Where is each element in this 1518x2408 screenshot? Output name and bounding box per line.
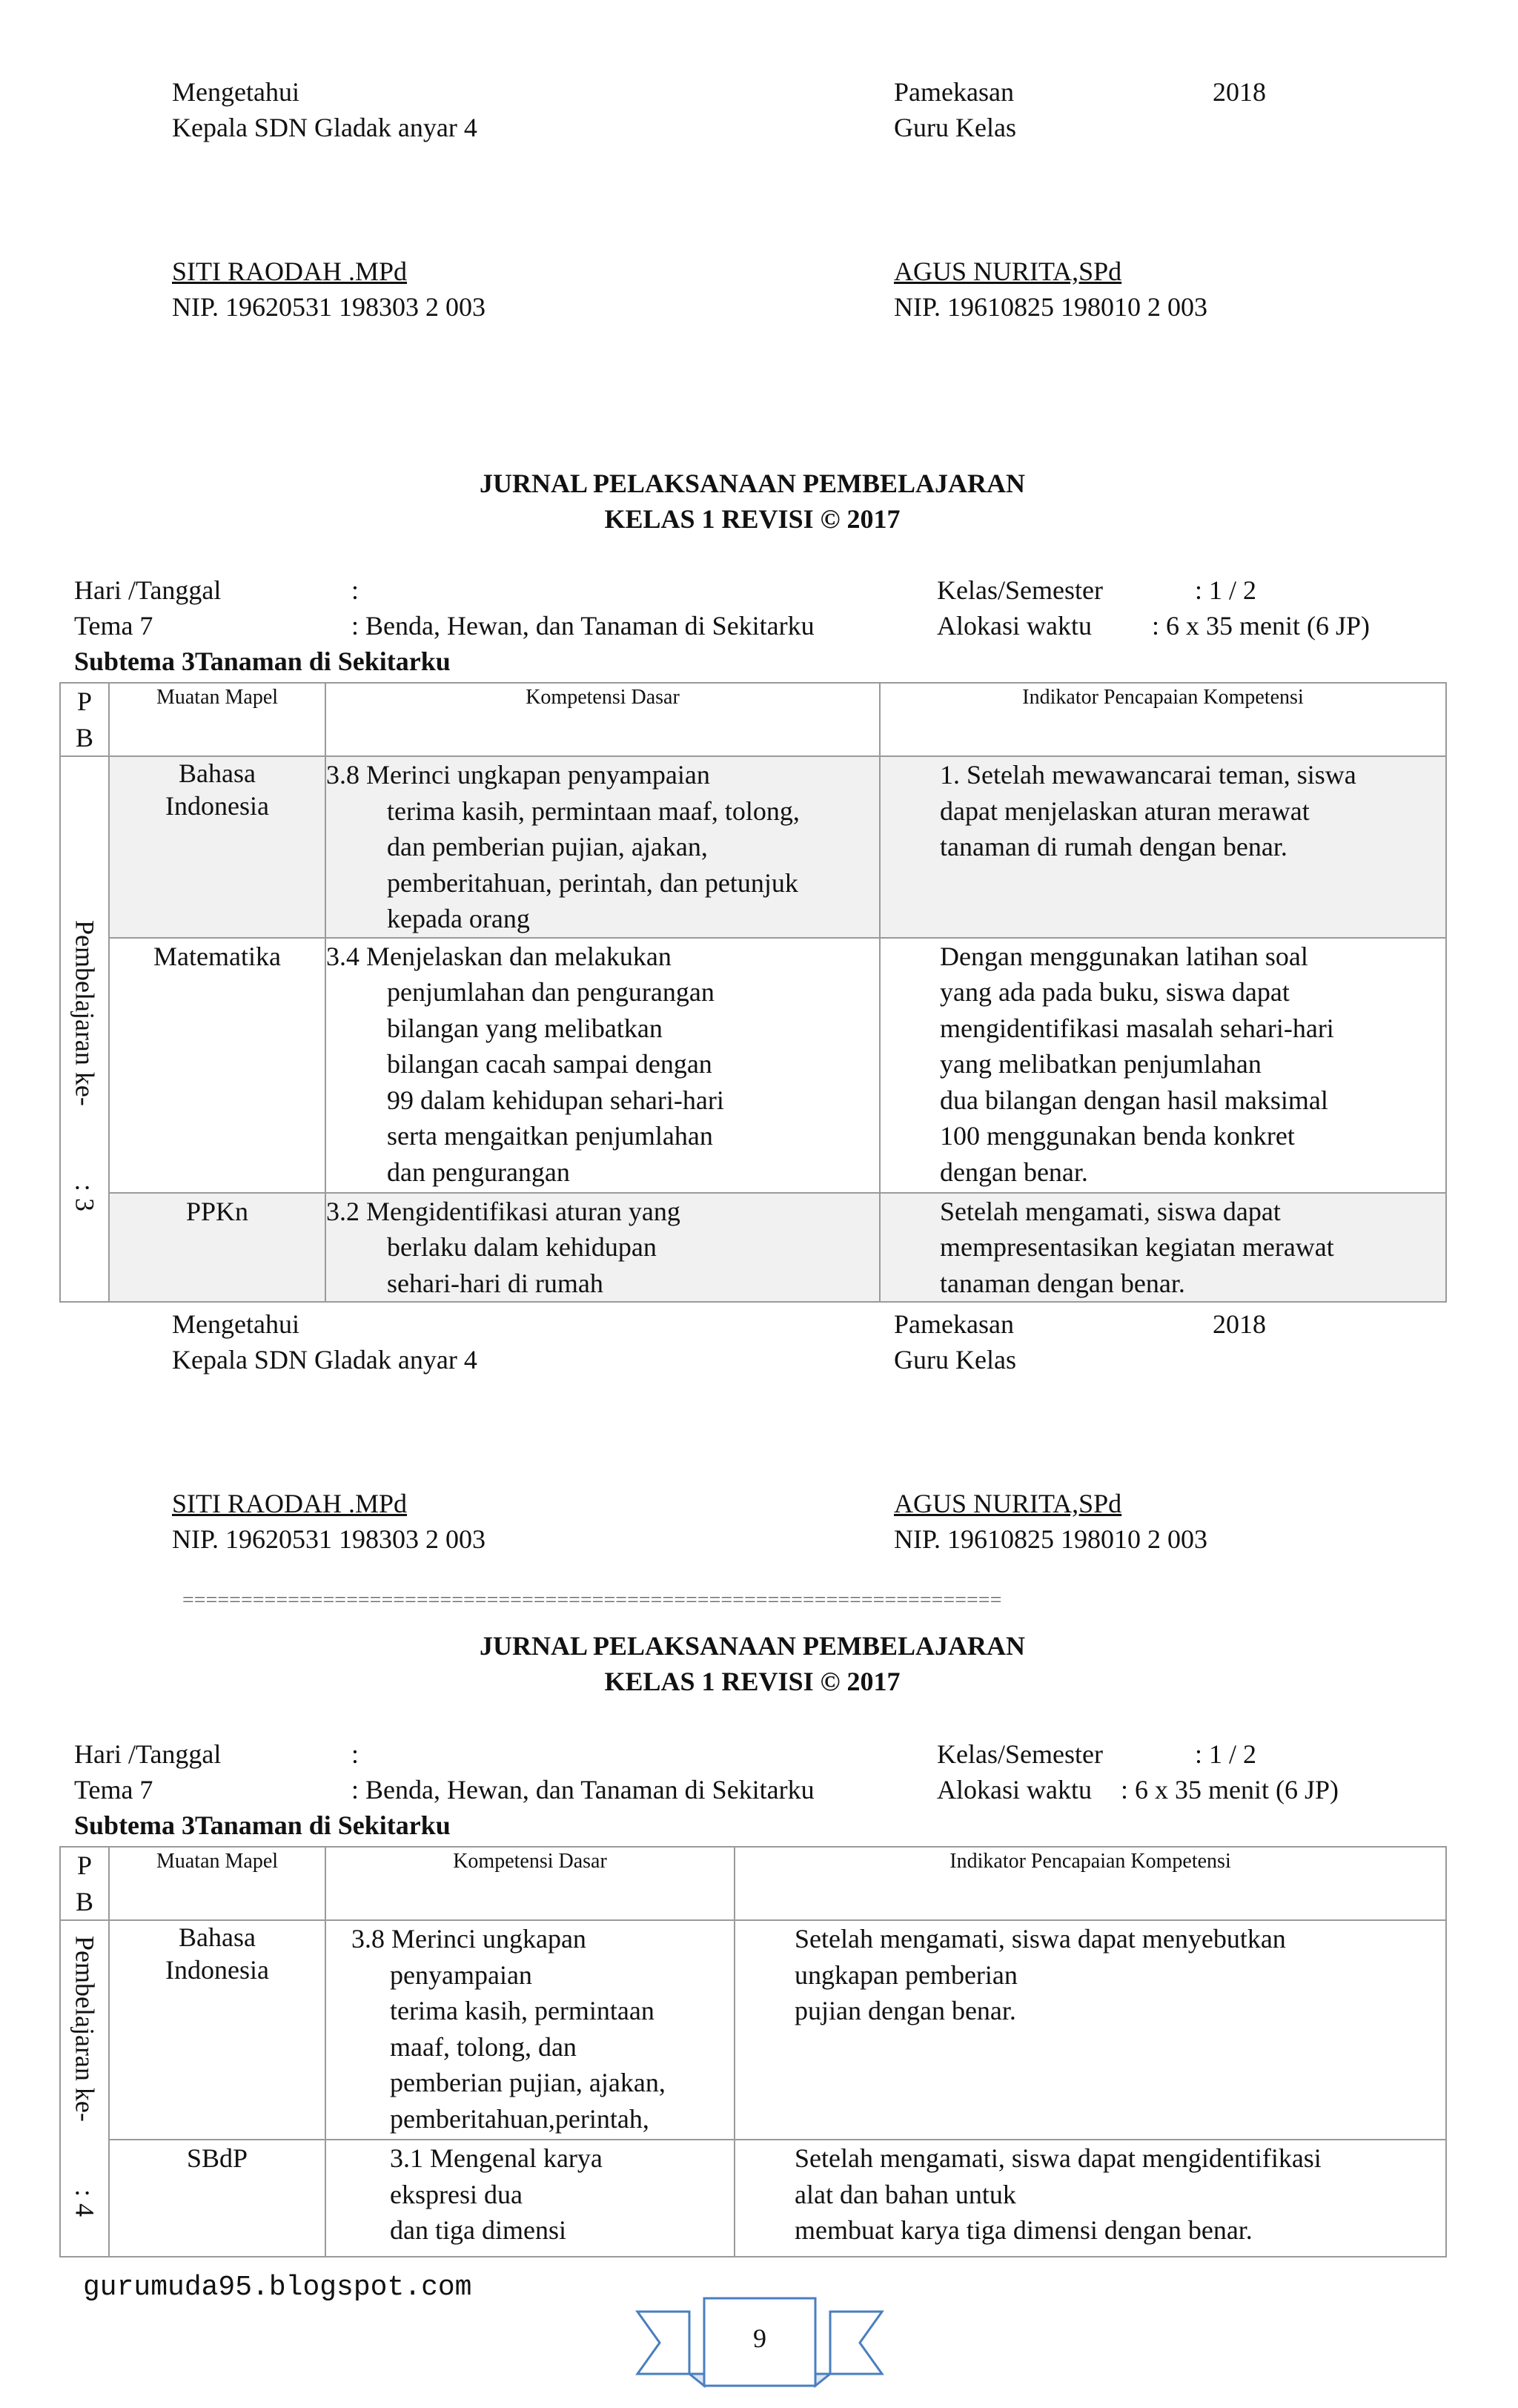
ipk-cell: Setelah mengamati, siswa dapat mengidentifikasi alat dan bahan untuk membuat karya tiga dimensi dengan benar. bbox=[735, 2140, 1446, 2257]
pembelajaran-ke-number: : 4 bbox=[70, 2189, 100, 2217]
kd-header: Kompetensi Dasar bbox=[325, 1847, 735, 1920]
alokasi-waktu-value: : 6 x 35 menit (6 JP) bbox=[1121, 1775, 1339, 1805]
ipk-cell: Setelah mengamati, siswa dapat mempresentasikan kegiatan merawat tanaman dengan benar. bbox=[880, 1193, 1446, 1303]
year-label: 2018 bbox=[1213, 1309, 1266, 1339]
separator-line: ====================================================================== bbox=[182, 1589, 1002, 1612]
journal-title: JURNAL PELAKSANAAN PEMBELAJARAN bbox=[479, 469, 1026, 498]
tema-label: Tema 7 bbox=[74, 1775, 153, 1805]
ipk-cell: 1. Setelah mewawancarai teman, siswa dapat menjelaskan aturan merawat tanaman di rumah dengan benar. bbox=[880, 756, 1446, 938]
table-row bbox=[60, 756, 1446, 938]
kepala-sekolah-title: Kepala SDN Gladak anyar 4 bbox=[172, 113, 477, 142]
kd-cell: 3.8 Merinci ungkapan penyampaian terima kasih, permintaan maaf, tolong, dan pemberian pujian, ajakan, pemberitahuan, perintah, dan petunjuk kepada orang bbox=[325, 756, 880, 938]
table-row bbox=[60, 1920, 1446, 2140]
guru-kelas-nip: NIP. 19610825 198010 2 003 bbox=[894, 292, 1208, 322]
ipk-header: Indikator Pencapaian Kompetensi bbox=[735, 1847, 1446, 1920]
kd-cell: 3.4 Menjelaskan dan melakukan penjumlahan dan pengurangan bilangan yang melibatkan bilangan cacah sampai dengan 99 dalam kehidupan sehari-hari serta mengaitkan penjumlahan dan pengurangan bbox=[325, 938, 880, 1193]
table-row bbox=[60, 938, 1446, 1193]
subtema-label: Subtema 3Tanaman di Sekitarku bbox=[74, 1810, 451, 1840]
kelas-semester-label: Kelas/Semester bbox=[937, 1739, 1103, 1769]
journal-title: JURNAL PELAKSANAAN PEMBELAJARAN bbox=[479, 1631, 1026, 1661]
kepala-sekolah-nip: NIP. 19620531 198303 2 003 bbox=[172, 292, 486, 322]
tema-value: : Benda, Hewan, dan Tanaman di Sekitarku bbox=[351, 611, 815, 641]
kelas-semester-value: : 1 / 2 bbox=[1195, 1739, 1257, 1769]
place-label: Pamekasan bbox=[894, 77, 1014, 107]
guru-kelas-name: AGUS NURITA,SPd bbox=[894, 1489, 1122, 1518]
kd-cell: 3.8 Merinci ungkapan penyampaian terima kasih, permintaan maaf, tolong, dan pemberian pujian, ajakan, pemberitahuan,perintah, bbox=[325, 1920, 735, 2140]
alokasi-waktu-label: Alokasi waktu bbox=[937, 1775, 1092, 1805]
guru-kelas-title: Guru Kelas bbox=[894, 113, 1016, 142]
mengetahui-label: Mengetahui bbox=[172, 1309, 299, 1339]
pb-header: P B bbox=[60, 683, 109, 756]
kd-cell: 3.1 Mengenal karya ekspresi dua dan tiga dimensi bbox=[325, 2140, 735, 2257]
kepala-sekolah-name: SITI RAODAH .MPd bbox=[172, 257, 408, 286]
kd-cell: 3.2 Mengidentifikasi aturan yang berlaku dalam kehidupan sehari-hari di rumah bbox=[325, 1193, 880, 1303]
kelas-semester-value: : 1 / 2 bbox=[1195, 575, 1257, 605]
kd-header: Kompetensi Dasar bbox=[325, 683, 880, 756]
guru-kelas-title: Guru Kelas bbox=[894, 1345, 1016, 1375]
ipk-cell: Dengan menggunakan latihan soal yang ada pada buku, siswa dapat mengidentifikasi masalah sehari-hari yang melibatkan penjumlahan dua bilangan dengan hasil maksimal 100 menggunakan benda konkret dengan benar. bbox=[880, 938, 1446, 1193]
kepala-sekolah-nip: NIP. 19620531 198303 2 003 bbox=[172, 1524, 486, 1554]
pembelajaran-ke-cell bbox=[60, 1920, 109, 2257]
subtema-label: Subtema 3Tanaman di Sekitarku bbox=[74, 646, 451, 676]
guru-kelas-name: AGUS NURITA,SPd bbox=[894, 257, 1122, 286]
pembelajaran-ke-label: Pembelajaran ke- bbox=[70, 920, 100, 1106]
tema-value: : Benda, Hewan, dan Tanaman di Sekitarku bbox=[351, 1775, 815, 1805]
pembelajaran-ke-cell bbox=[60, 756, 109, 1302]
guru-kelas-nip: NIP. 19610825 198010 2 003 bbox=[894, 1524, 1208, 1554]
pembelajaran-ke-number: : 3 bbox=[70, 1184, 100, 1212]
journal-table-1 bbox=[59, 682, 1447, 1303]
pembelajaran-ke-label: Pembelajaran ke- bbox=[70, 1936, 100, 2122]
hari-tanggal-label: Hari /Tanggal bbox=[74, 575, 222, 605]
mapel-cell: Matematika bbox=[109, 938, 325, 1193]
ipk-cell: Setelah mengamati, siswa dapat menyebutkan ungkapan pemberian pujian dengan benar. bbox=[735, 1920, 1446, 2140]
mengetahui-label: Mengetahui bbox=[172, 77, 299, 107]
kepala-sekolah-name: SITI RAODAH .MPd bbox=[172, 1489, 408, 1518]
page-number: 9 bbox=[753, 2323, 766, 2353]
mapel-header: Muatan Mapel bbox=[109, 1847, 325, 1920]
journal-subtitle: KELAS 1 REVISI © 2017 bbox=[604, 504, 901, 534]
table-row bbox=[60, 1193, 1446, 1303]
kepala-sekolah-title: Kepala SDN Gladak anyar 4 bbox=[172, 1345, 477, 1375]
kelas-semester-label: Kelas/Semester bbox=[937, 575, 1103, 605]
mapel-cell: PPKn bbox=[109, 1193, 325, 1303]
journal-subtitle: KELAS 1 REVISI © 2017 bbox=[604, 1667, 901, 1696]
blog-url: gurumuda95.blogspot.com bbox=[83, 2272, 472, 2303]
mapel-cell: SBdP bbox=[109, 2140, 325, 2257]
tema-label: Tema 7 bbox=[74, 611, 153, 641]
hari-tanggal-label: Hari /Tanggal bbox=[74, 1739, 222, 1769]
table-row bbox=[60, 2140, 1446, 2257]
mapel-cell: Bahasa Indonesia bbox=[109, 1920, 325, 2140]
place-label: Pamekasan bbox=[894, 1309, 1014, 1339]
journal-table-2 bbox=[59, 1846, 1447, 2258]
hari-tanggal-colon: : bbox=[351, 1739, 359, 1769]
year-label: 2018 bbox=[1213, 77, 1266, 107]
mapel-cell: Bahasa Indonesia bbox=[109, 756, 325, 938]
mapel-header: Muatan Mapel bbox=[109, 683, 325, 756]
hari-tanggal-colon: : bbox=[351, 575, 359, 605]
alokasi-waktu-label: Alokasi waktu bbox=[937, 611, 1092, 641]
alokasi-waktu-value: : 6 x 35 menit (6 JP) bbox=[1152, 611, 1370, 641]
ipk-header: Indikator Pencapaian Kompetensi bbox=[880, 683, 1446, 756]
pb-header: P B bbox=[60, 1847, 109, 1920]
